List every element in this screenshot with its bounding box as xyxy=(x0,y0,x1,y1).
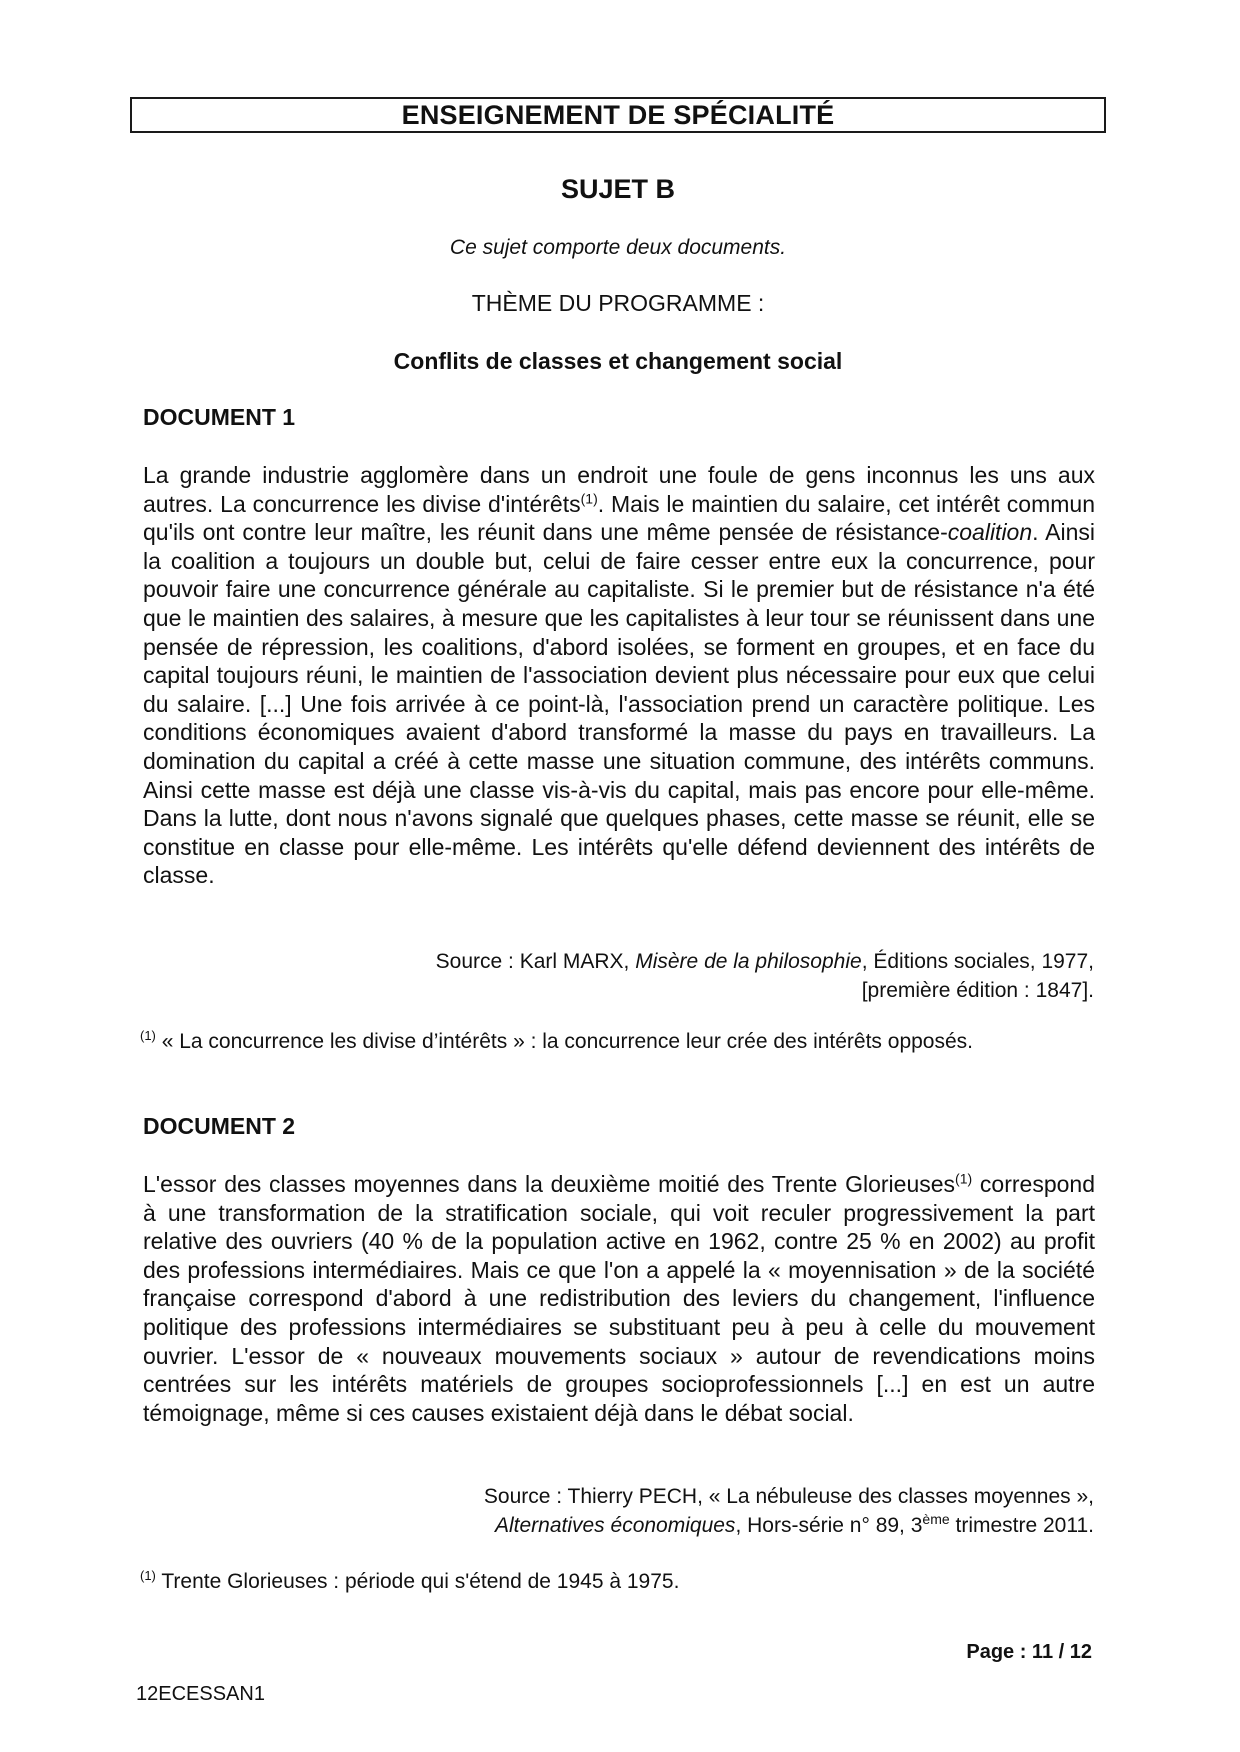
theme-title: Conflits de classes et changement social xyxy=(393,348,843,374)
section-header xyxy=(130,97,1106,133)
document-2-text xyxy=(143,1170,1095,1427)
section-header-title: ENSEIGNEMENT DE SPÉCIALITÉ xyxy=(401,99,835,130)
document-1-text xyxy=(143,461,1095,890)
document-2-source-sup: ème xyxy=(922,1511,950,1527)
theme-label: THÈME DU PROGRAMME : xyxy=(471,290,765,316)
document-2-text-part-1: L'essor des classes moyennes dans la deuxième moitié des Trente Glorieuses xyxy=(143,1171,956,1197)
document-2-footnote-text: Trente Glorieuses : période qui s'étend de 1945 à 1975. xyxy=(155,1570,680,1593)
document-1-text-part-2: . Mais le maintien du salaire, cet intérêt commun qu'ils ont contre leur maître, les réunit dans une même pensée de résistance- xyxy=(143,490,1096,546)
document-2-source xyxy=(334,1482,1094,1540)
exam-code: 12ECESSAN1 xyxy=(136,1683,265,1705)
document-1-footnote-text: « La concurrence les divise d’intérêts » : la concurrence leur crée des intérêts opposés. xyxy=(155,1030,973,1053)
document-1-text-part-1: La grande industrie agglomère dans un endroit une foule de gens inconnus les uns aux autres. La concurrence les divise d'intérêts xyxy=(143,462,1095,517)
document-1-source-title: Misère de la philosophie xyxy=(635,950,862,973)
document-1-source-prefix: Source : Karl MARX, xyxy=(435,950,636,973)
document-2-source-line-1: Source : Thierry PECH, « La nébuleuse des classes moyennes », xyxy=(483,1485,1094,1508)
document-1-footnote xyxy=(140,1030,1100,1054)
document-2-source-line-2 xyxy=(334,1511,1094,1540)
document-2-footnote-mark: (1) xyxy=(140,1568,156,1583)
page-number: Page : 11 / 12 xyxy=(966,1641,1092,1663)
document-1-source-suffix: , Éditions sociales, 1977, xyxy=(861,950,1094,973)
subject-title: SUJET B xyxy=(560,174,676,204)
document-1-heading: DOCUMENT 1 xyxy=(143,404,296,430)
document-2-source-mid: , Hors-série n° 89, 3 xyxy=(735,1514,923,1537)
document-1-footnote-ref: (1) xyxy=(580,489,598,506)
subject-note: Ce sujet comporte deux documents. xyxy=(449,236,787,259)
document-2-source-end: trimestre 2011. xyxy=(949,1514,1094,1537)
document-1-source xyxy=(334,947,1094,1005)
document-1-text-part-3: . Ainsi la coalition a toujours un double but, celui de faire cesser entre eux la concurrence, pour pouvoir faire une concurrence générale au capitaliste. Si le premier but de résistance n'a été que le maintien des salaires, à mesure que les capitalistes à leur tour se réunissent dans une pensée de répression, les coalitions, d'abord isolées, se forment en groupes, et en face du capital toujours réuni, le maintien de l'association devient plus nécessaire pour eux que celui du salaire. [...] Une fois arrivée à ce point-là, l'association prend un caractère politique. Les conditions économiques avaient d'abord transformé la masse du pays en travailleurs. La domination du capital a créé à cette masse une situation commune, des intérêts communs. Ainsi cette masse est déjà une classe vis-à-vis du capital, mais pas encore pour elle-même. Dans la lutte, dont nous n'avons signalé que quelques phases, cette masse se réunit, elle se constitue en classe pour elle-même. Les intérêts qu'elle défend deviennent des intérêts de classe. xyxy=(143,519,1095,889)
document-2-heading: DOCUMENT 2 xyxy=(143,1113,296,1139)
document-2-footnote xyxy=(140,1570,1100,1594)
document-1-source-line-2: [première édition : 1847]. xyxy=(861,979,1094,1002)
document-1-source-line-1 xyxy=(334,947,1094,976)
document-2-source-title: Alternatives économiques xyxy=(494,1514,736,1537)
document-2-text-part-2: correspond à une transformation de la stratification sociale, qui voit reculer progressivement la part relative des ouvriers (40 % de la population active en 1962, contre 25 % en 2002) au profit des professions intermédiaires. Mais ce que l'on a appelé la « moyennisation » de la société française correspond d'abord à une redistribution des leviers du changement, l'influence politique des professions intermédiaires se substituant peu à peu à celle du mouvement ouvrier. L'essor de « nouveaux mouvements sociaux » autour de revendications moins centrées sur les intérêts matériels de groupes socioprofessionnels [...] en est un autre témoignage, même si ces causes existaient déjà dans le débat social. xyxy=(143,1171,1095,1426)
document-2-footnote-ref: (1) xyxy=(955,1170,973,1187)
document-1-italic-word: coalition xyxy=(947,519,1033,546)
document-1-footnote-mark: (1) xyxy=(140,1028,156,1043)
